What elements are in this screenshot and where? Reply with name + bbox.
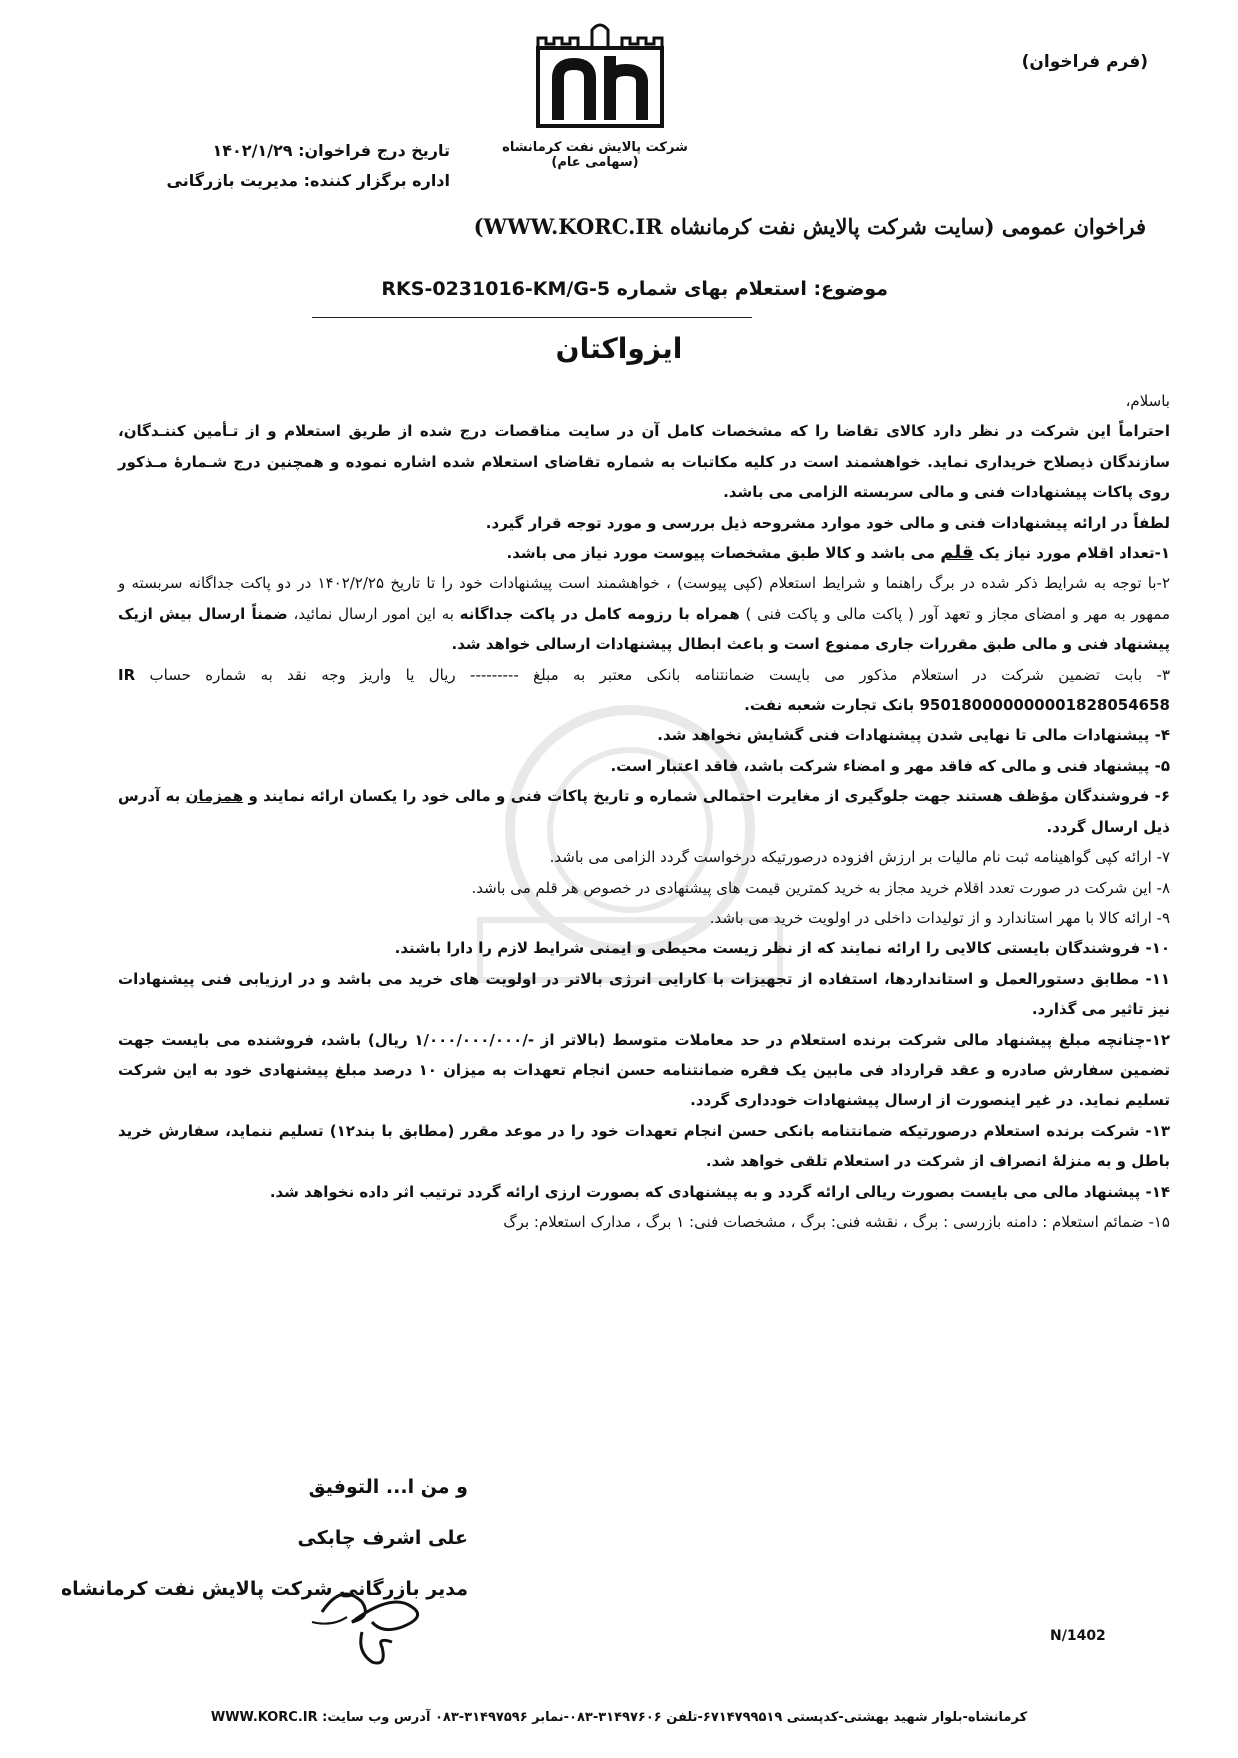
list-item-7: ۷- ارائه کپی گواهینامه ثبت نام مالیات بر ارزش افزوده درصورتیکه درخواست گردد الزامی می باشد. (549, 848, 1170, 867)
company-logo (530, 20, 670, 130)
letter-body (118, 386, 1170, 1237)
item6-text-a: ۶- فروشندگان مؤظف هستند جهت جلوگیری از مغایرت احتمالی شماره و تاریخ پاکات فنی و مالی خود را یکسان ارائه نمایند و (243, 787, 1170, 806)
list-item-2 (118, 568, 1170, 659)
item2-warning: ضمناً ارسال بیش ازیک پیشنهاد فنی و مالی طبق مقررات جاری ممنوع است و باعث ابطال پیشنهادات ارسالی خواهد شد. (118, 604, 1170, 654)
greeting: باسلام، (1125, 392, 1170, 410)
list-item-3 (118, 660, 1170, 721)
list-item-15: ۱۵- ضمائم استعلام : دامنه بازرسی : برگ ، نقشه فنی: برگ ، مشخصات فنی: ۱ برگ ، مدارک استعلام: برگ (503, 1212, 1170, 1231)
item2-text-c: به این امور ارسال نمائید، (287, 604, 460, 623)
handwritten-signature (302, 1572, 462, 1682)
list-item-5: ۵- پیشنهاد فنی و مالی که فاقد مهر و امضاء شرکت باشد، فاقد اعتبار است. (610, 756, 1170, 775)
item1-quantity-unit: قلم (940, 542, 974, 564)
signatory-title: مدیر بازرگانی شرکت پالایش نفت کرمانشاه (60, 1578, 468, 1600)
list-item-11: ۱۱- مطابق دستورالعمل و استانداردها، استفاده از تجهیزات با کارایی انرژی بالاتر در اولویت های خرید می باشد و در ارزیابی فنی پیشنهادات نیز تاثیر می گذارد. (118, 969, 1170, 1019)
item6-text-c: به آدرس ذیل ارسال گردد. (118, 787, 1170, 836)
closing-salutation: و من ا... التوفیق (308, 1476, 468, 1498)
item3-text-a: ۳- بابت تضمین شرکت در استعلام مذکور می بایست ضمانتنامه بانکی معتبر به مبلغ --------- ریال یا واریز وجه نقد به شماره حساب (135, 665, 1170, 684)
list-item-13: ۱۳- شرکت برنده استعلام درصورتیکه ضمانتنامه بانکی حسن انجام تعهدات خود را در موعد مقرر (مطابق با بند۱۲) تسلیم ننماید، سفارش خرید باطل و به منزلۀ انصراف از شرکت در استعلام تلقی خواهد شد. (118, 1121, 1170, 1171)
list-item-6 (118, 781, 1170, 842)
item1-text-c: می باشد و کالا طبق مشخصات پیوست مورد نیاز می باشد. (506, 544, 941, 563)
announcement-meta (150, 136, 450, 196)
list-item-1 (118, 538, 1170, 568)
request-paragraph: لطفاً در ارائه پیشنهادات فنی و مالی خود موارد مشروحه ذیل بررسی و مورد توجه قرار گیرد. (485, 513, 1170, 532)
item1-text-a: ۱-تعداد اقلام مورد نیاز یک (973, 544, 1170, 563)
list-item-9: ۹- ارائه کالا با مهر استاندارد و از تولیدات داخلی در اولویت خرید می باشد. (709, 908, 1170, 927)
subject-line: موضوع: استعلام بهای شماره RKS-0231016-KM/G-5 (381, 278, 888, 300)
footer-address: کرمانشاه-بلوار شهید بهشتی-کدپستی ۶۷۱۴۷۹۹۵۱۹-تلفن ۳۱۴۹۷۶۰۶-۰۸۳-نمابر ۳۱۴۹۷۵۹۶-۰۸۳ آدرس وب سایت: WWW.KORC.IR (210, 1710, 1028, 1725)
intro-paragraph: احتراماً این شرکت در نظر دارد کالای تقاضا را که مشخصات کامل آن در سایت مناقصات درج شده از طریق استعلام و از تـأمین کننـدگان، سازندگان ذیصلاح خریداری نماید. خواهشمند است در کلیه مکاتبات به شماره تقاضای استعلام شده اشاره نموده و همچنین درج شـمارۀ مـذکور روی پاکات پیشنهادات فنی و مالی سربسته الزامی می باشد. (118, 422, 1170, 502)
document-title: ایزواکتان (555, 332, 683, 365)
list-item-14: ۱۴- پیشنهاد مالی می بایست بصورت ریالی ارائه گردد و به پیشنهادی که بصورت ارزی ارائه گردد ترتیب اثر داده نخواهد شد. (269, 1182, 1170, 1201)
company-name-small: شرکت پالایش نفت کرمانشاه (سهامی عام) (502, 140, 688, 170)
list-item-8: ۸- این شرکت در صورت تعدد اقلام خرید مجاز به خرید کمترین قیمت های پیشنهادی در خصوص هر قلم می باشد. (471, 878, 1170, 897)
list-item-12: ۱۲-چنانچه مبلغ پیشنهاد مالی شرکت برنده استعلام در حد معاملات متوسط (بالاتر از -/۱/۰۰۰/۰۰۰/۰۰۰ ریال) باشد، فروشنده می بایست جهت تضمین سفارش صادره و عقد قرارداد فی مابین یک فقره ضمانتنامه حسن انجام تعهدات به میزان ۱۰ درصد مبلغ پیشنهادی خود به این شرکت تسلیم نماید. در غیر اینصورت از ارسال پیشنهادات خودداری گردد. (118, 1030, 1170, 1110)
item6-simultaneous: همزمان (185, 787, 244, 806)
public-call-heading: فراخوان عمومی (سایت شرکت پالایش نفت کرمانشاه WWW.KORC.IR) (473, 214, 1146, 239)
subject-underline (312, 317, 752, 318)
organizing-office: اداره برگزار کننده: مدیریت بازرگانی (166, 171, 450, 190)
item2-resume-note: همراه با رزومه کامل در پاکت جداگانه (459, 604, 740, 623)
announcement-date: تاریخ درج فراخوان: ۱۴۰۲/۱/۲۹ (212, 141, 450, 160)
signatory-name: علی اشرف چابکی (297, 1527, 468, 1549)
list-item-4: ۴- پیشنهادات مالی تا نهایی شدن پیشنهادات فنی گشایش نخواهد شد. (657, 726, 1170, 745)
item2-text-a: ۲-با توجه به شرایط ذکر شده در برگ راهنما و شرایط استعلام (کپی پیوست) ، خواهشمند است پیشنهادات خود را تا تاریخ ۱۴۰۲/۲/۲۵ در دو پاکت جداگانه سربسته و ممهور به مهر و امضای مجاز و تعهد آور ( پاکت مالی و پاکت فنی ) (118, 574, 1171, 623)
form-label: (فرم فراخوان) (1021, 52, 1148, 72)
item3-account-number: IR 950180000000001828054658 بانک تجارت شعبه نفت. (118, 665, 1170, 715)
reference-number: N/1402 (1050, 1628, 1106, 1644)
list-item-10: ۱۰- فروشندگان بایستی کالایی را ارائه نمایند که از نظر زیست محیطی و ایمنی شرایط لازم را دارا باشند. (394, 939, 1170, 958)
